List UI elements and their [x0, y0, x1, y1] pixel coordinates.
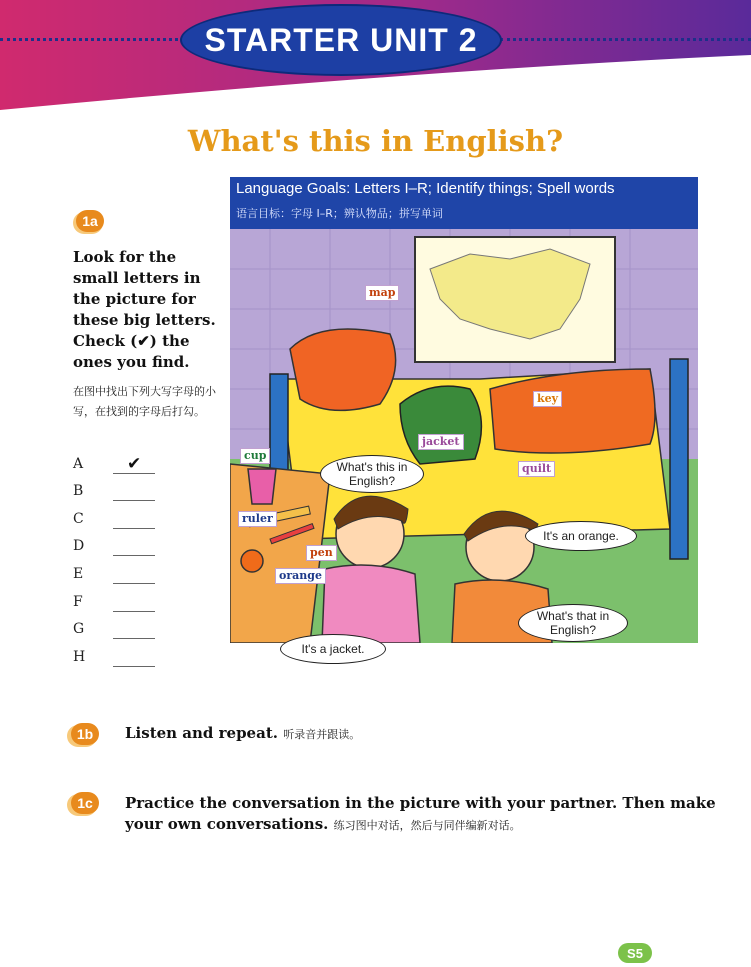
letter-row-a	[73, 456, 163, 480]
letter-row-f	[73, 594, 163, 618]
answer-line-c[interactable]	[113, 528, 155, 529]
label-jacket: jacket	[418, 434, 464, 450]
answer-line-f[interactable]	[113, 611, 155, 612]
answer-line-a[interactable]	[113, 473, 155, 474]
answer-line-e[interactable]	[113, 583, 155, 584]
answer-line-d[interactable]	[113, 555, 155, 556]
letter-a: A	[73, 456, 84, 472]
language-goals-text-zh: 语言目标：字母 I–R；辨认物品；拼写单词	[236, 207, 443, 220]
check-icon: ✔	[127, 454, 142, 474]
letter-b: B	[73, 483, 84, 499]
label-quilt: quilt	[518, 461, 555, 477]
label-orange: orange	[275, 568, 326, 584]
page-number: S5	[618, 943, 652, 963]
header-dots-left	[0, 38, 178, 41]
label-pen: pen	[306, 545, 337, 561]
letter-f: F	[73, 594, 83, 610]
badge-1c: 1c	[71, 792, 99, 814]
label-cup: cup	[240, 448, 270, 464]
letter-c: C	[73, 511, 84, 527]
exercise-1c-zh: 练习图中对话，然后与同伴编新对话。	[333, 819, 521, 832]
label-map: map	[365, 285, 399, 301]
answer-line-h[interactable]	[113, 666, 155, 667]
badge-1a: 1a	[76, 210, 104, 232]
letter-h: H	[73, 649, 86, 665]
letter-row-e	[73, 566, 163, 590]
badge-1b: 1b	[71, 723, 99, 745]
exercise-1b-en: Listen and repeat.	[125, 724, 278, 742]
exercise-1c-line1: Practice the conversation in the picture with your partner. Then make	[125, 794, 716, 812]
answer-line-g[interactable]	[113, 638, 155, 639]
exercise-1b-text	[125, 724, 360, 742]
instruction-1a-zh: 在图中找出下列大写字母的小写，在找到的字母后打勾。	[73, 385, 216, 418]
language-goals-text: Language Goals: Letters I–R; Identify things; Spell words	[236, 180, 615, 197]
letter-d: D	[73, 538, 85, 554]
illustration	[230, 229, 698, 656]
header-dots-right	[500, 38, 751, 41]
letter-g: G	[73, 621, 85, 637]
letter-row-c	[73, 511, 163, 535]
letter-row-d	[73, 538, 163, 562]
letter-row-g	[73, 621, 163, 645]
label-key: key	[533, 391, 562, 407]
exercise-1c-en: your own conversations.	[125, 815, 329, 833]
speech-bubble-whats-this: What's this in English?	[320, 455, 424, 493]
letter-row-b	[73, 483, 163, 507]
exercise-1c-line2	[125, 815, 521, 833]
letter-e: E	[73, 566, 84, 582]
language-goals-box	[230, 177, 698, 229]
unit-title-pill	[180, 4, 502, 76]
speech-bubble-its-jacket: It's a jacket.	[280, 634, 386, 664]
letter-row-h	[73, 649, 163, 673]
exercise-1b-zh: 听录音并跟读。	[283, 728, 361, 741]
speech-bubble-whats-that: What's that in English?	[518, 604, 628, 642]
unit-title: STARTER UNIT 2	[204, 21, 478, 58]
answer-line-b[interactable]	[113, 500, 155, 501]
speech-bubble-its-orange: It's an orange.	[525, 521, 637, 551]
label-ruler: ruler	[238, 511, 277, 527]
page-title: What's this in English?	[187, 124, 564, 158]
instruction-1a: Look for the small letters in the picture for these big letters. Check (✔) the ones you find.	[73, 248, 216, 371]
